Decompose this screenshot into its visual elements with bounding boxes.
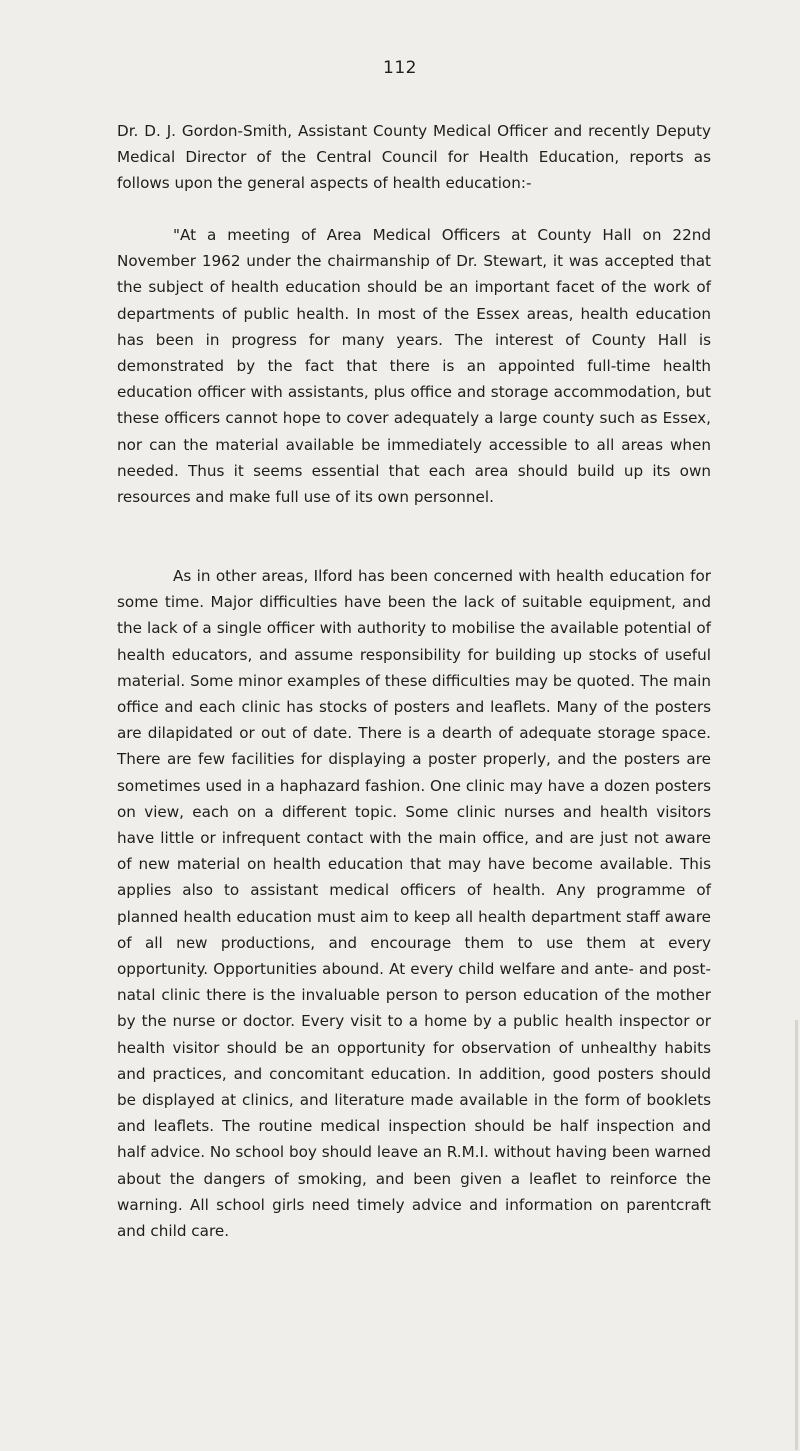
page-edge-shadow [795,1020,798,1450]
page-number: 112 [383,58,417,78]
intro-paragraph: Dr. D. J. Gordon-Smith, Assistant County Medical Officer and recently Deputy Medical Director of the Central Council for Health Education, reports as follows upon the general aspects of health education:- [117,122,711,193]
body-paragraph [117,222,711,510]
body-paragraph [117,563,711,1244]
body-paragraph-text: As in other areas, Ilford has been concerned with health education for some time. Major difficulties have been the lack of suitable equipment, and the lack of a single officer with authority to mobilise the available potential of health educators, and assume responsibility for building up stocks of useful material. Some minor examples of these difficulties may be quoted. The main office and each clinic has stocks of posters and leaflets. Many of the posters are dilapidated or out of date. There is a dearth of adequate storage space. There are few facilities for displaying a poster properly, and the posters are sometimes used in a haphazard fashion. One clinic may have a dozen posters on view, each on a different topic. Some clinic nurses and health visitors have little or infrequent contact with the main office, and are just not aware of new material on health education that may have become available. This applies also to assistant medical officers of health. Any programme of planned health education must aim to keep all health department staff aware of all new productions, and encourage them to use them at every opportunity. Opportunities abound. At every child welfare and ante- and post-natal clinic there is the invaluable person to person education of the mother by the nurse or doctor. Every visit to a home by a public health inspector or health visitor should be an opportunity for observation of unhealthy habits and practices, and concomitant education. In addition, good posters should be displayed at clinics, and literature made available in the form of booklets and leaflets. The routine medical inspection should be half inspection and half advice. No school boy should leave an R.M.I. without having been warned about the dangers of smoking, and been given a leaflet to reinforce the warning. All school girls need timely advice and information on parentcraft and child care. [117,567,711,1241]
body-paragraph-text: "At a meeting of Area Medical Officers at County Hall on 22nd November 1962 under the chairmanship of Dr. Stewart, it was accepted that the subject of health education should be an important facet of the work of departments of public health. In most of the Essex areas, health education has been in progress for many years. The interest of County Hall is demonstrated by the fact that there is an appointed full-time health education officer with assistants, plus office and storage accommodation, but these officers cannot hope to cover adequately a large county such as Essex, nor can the material available be immediately accessible to all areas when needed. Thus it seems essential that each area should build up its own resources and make full use of its own personnel. [117,226,711,507]
